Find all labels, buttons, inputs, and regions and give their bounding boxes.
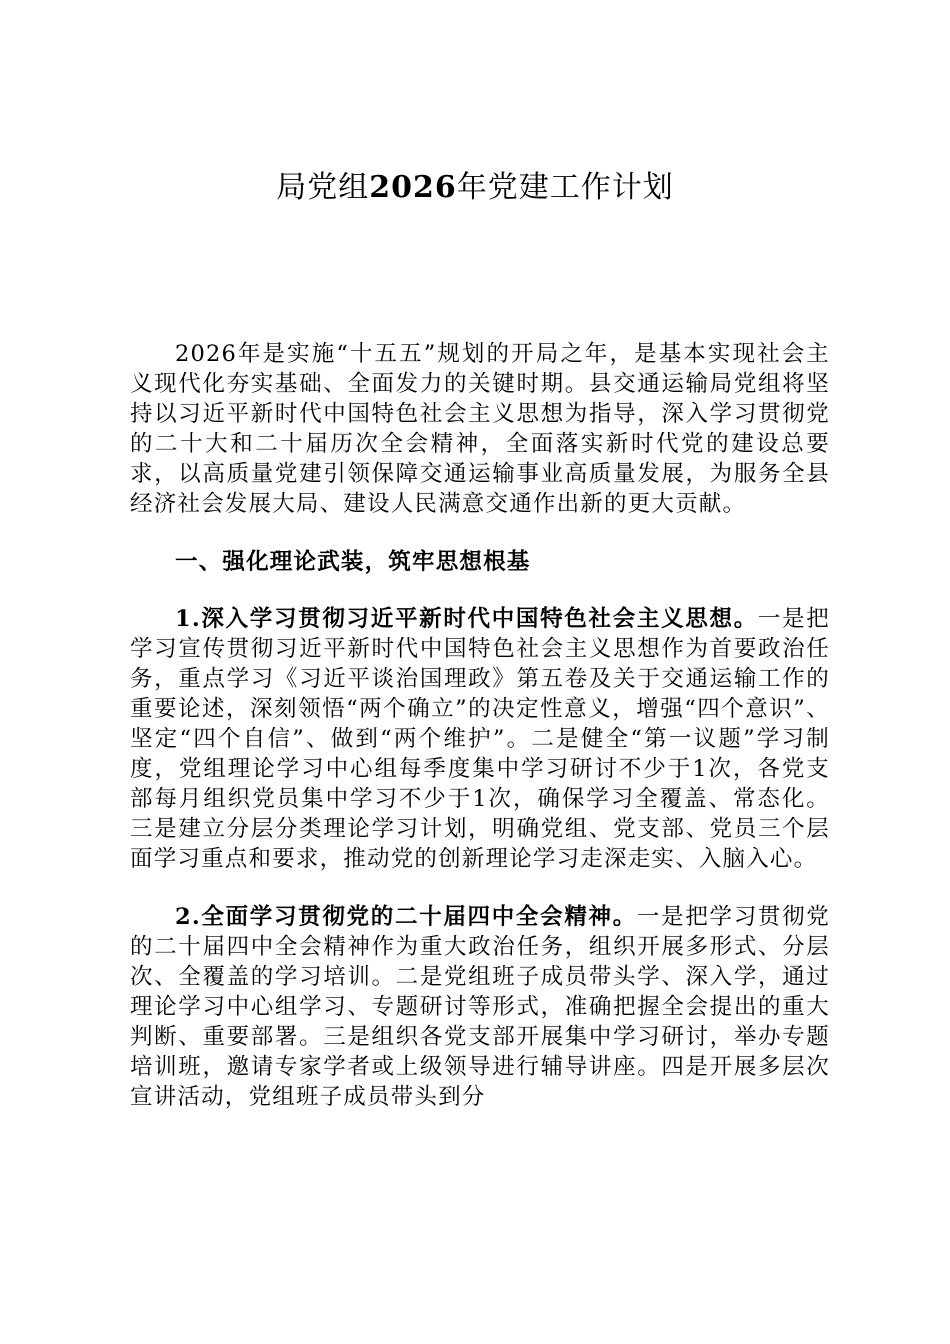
item-2-lead: 2.全面学习贯彻党的二十届四中全会精神。 [175,904,637,930]
item-1-paragraph [130,604,830,874]
paragraph-spacer [130,519,830,547]
title-year: 2026 [369,170,457,205]
document-title [0,166,950,210]
title-prefix: 局党组 [276,170,370,205]
intro-paragraph: 2026年是实施“十五五”规划的开局之年，是基本实现社会主义现代化夯实基础、全面发力的关键时期。县交通运输局党组将坚持以习近平新时代中国特色社会主义思想为指导，深入学习贯彻党的二十大和二十届历次全会精神，全面落实新时代党的建设总要求，以高质量党建引领保障交通运输事业高质量发展，为服务全县经济社会发展大局、建设人民满意交通作出新的更大贡献。 [130,341,830,517]
item-2-text: 一是把学习贯彻党的二十届四中全会精神作为重大政治任务，组织开展多形式、分层次、全覆盖的学习培训。二是党组班子成员带头学、深入学，通过理论学习中心组学习、专题研讨等形式，准确把握全会提出的重大判断、重要部署。三是组织各党支部开展集中学习研讨，举办专题培训班，邀请专家学者或上级领导进行辅导讲座。四是开展多层次宣讲活动，党组班子成员带头到分 [130,904,830,1110]
item-2-paragraph [130,902,830,1112]
section-heading: 一、强化理论武装，筑牢思想根基 [175,549,531,575]
item-1-lead: 1.深入学习贯彻习近平新时代中国特色社会主义思想。 [175,606,758,632]
paragraph-spacer [130,874,830,902]
title-suffix: 年党建工作计划 [456,170,674,205]
paragraph-spacer [130,577,830,604]
item-1-text: 一是把学习宣传贯彻习近平新时代中国特色社会主义思想作为首要政治任务，重点学习《习近平谈治国理政》第五卷及关于交通运输工作的重要论述，深刻领悟“两个确立”的决定性意义，增强“四个意识”、坚定“四个自信”、做到“两个维护”。二是健全“第一议题”学习制度，党组理论学习中心组每季度集中学习研讨不少于1次，各党支部每月组织党员集中学习不少于1次，确保学习全覆盖、常态化。三是建立分层分类理论学习计划，明确党组、党支部、党员三个层面学习重点和要求，推动党的创新理论学习走深走实、入脑入心。 [130,606,830,872]
document-body [130,339,830,1112]
